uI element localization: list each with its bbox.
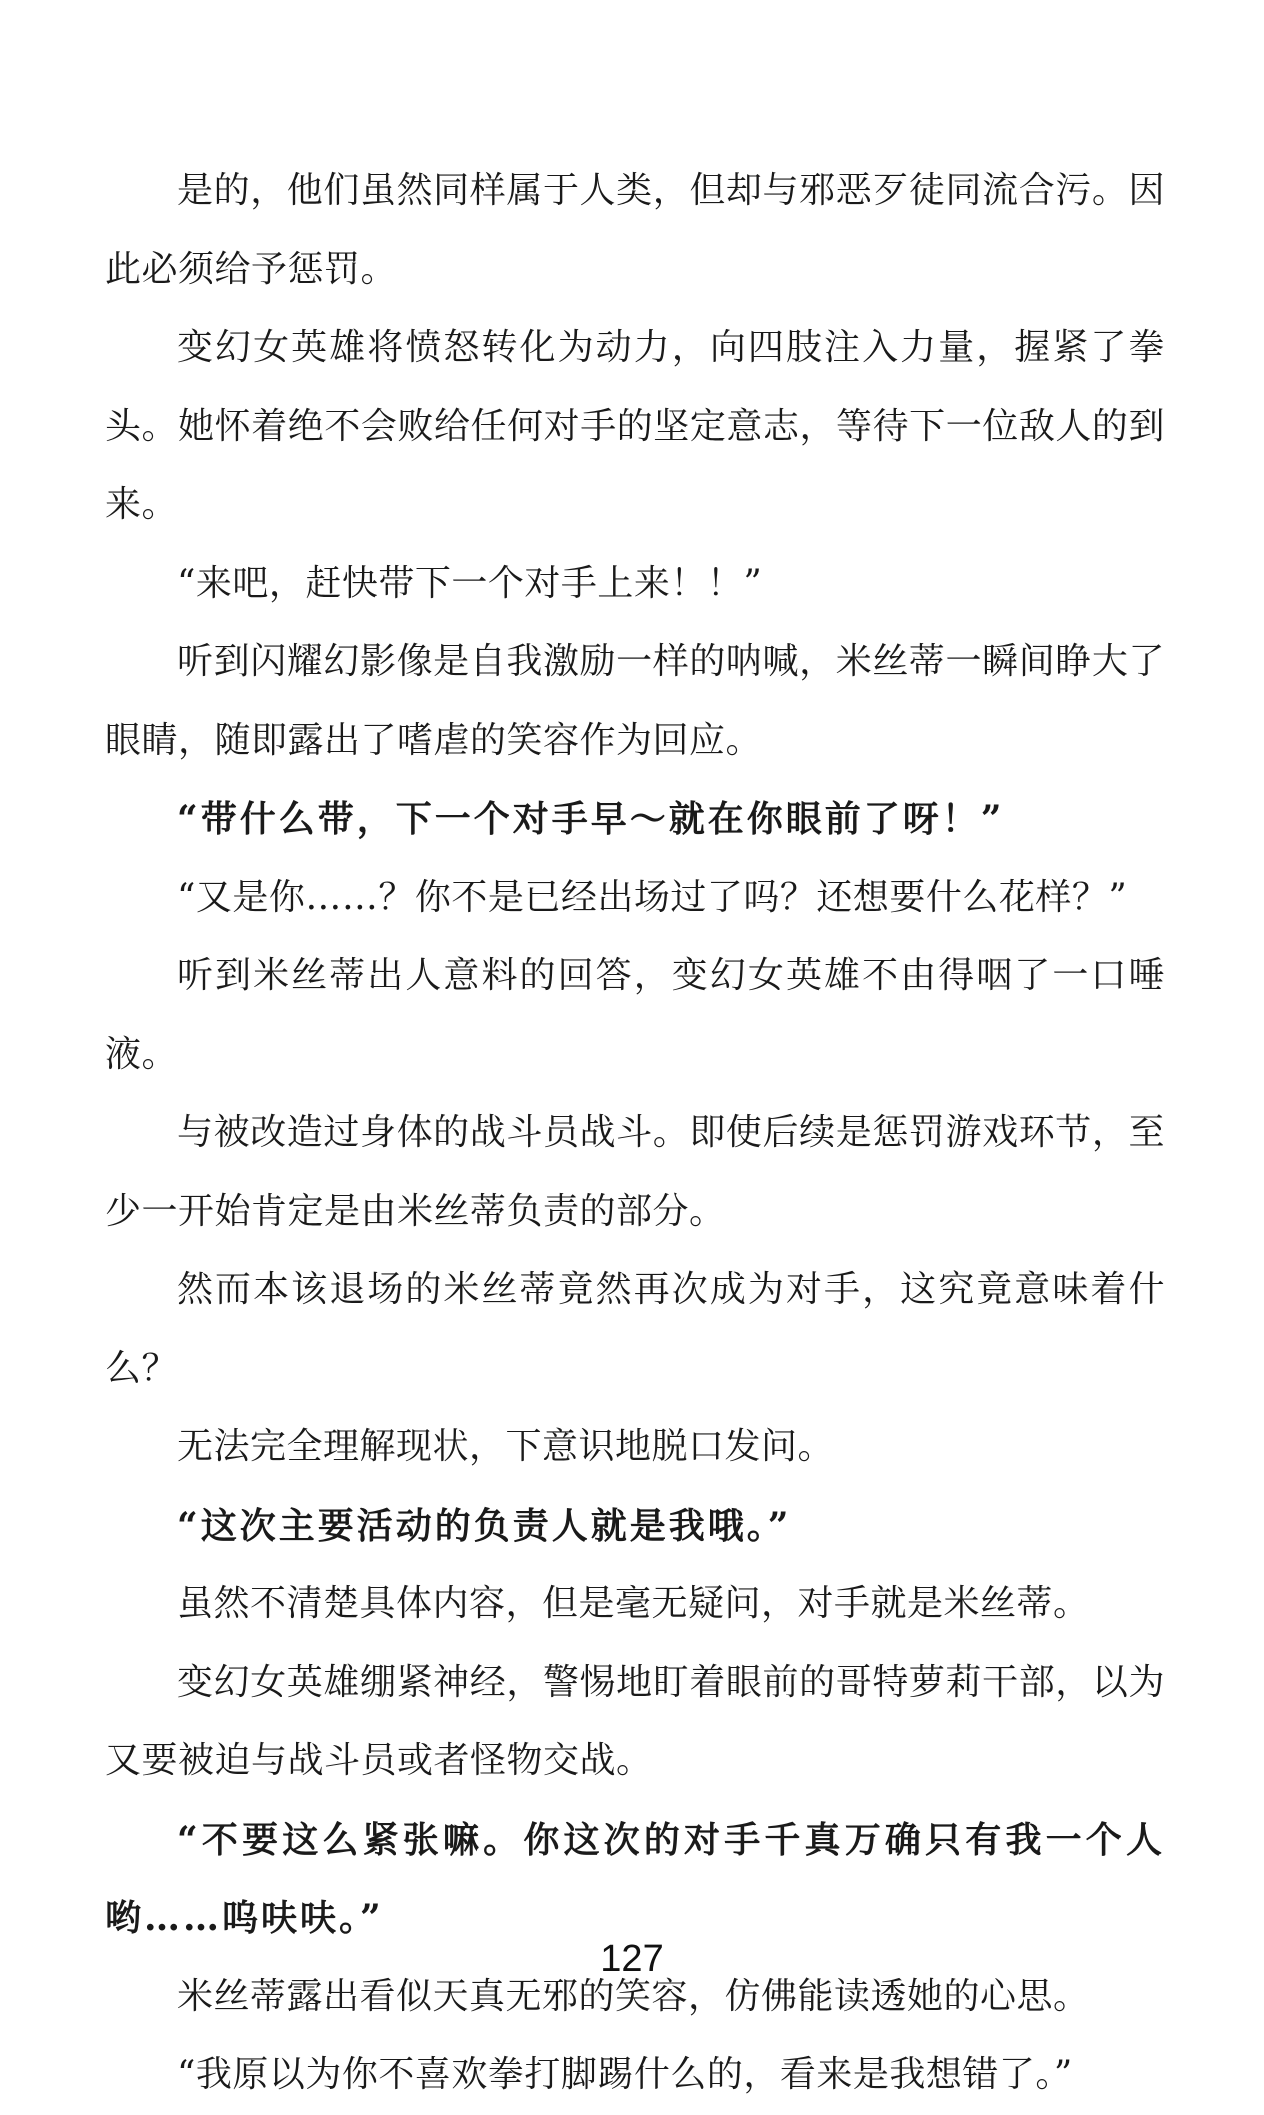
paragraph-5-dialogue: “带什么带，下一个对手早～就在你眼前了呀！” (177, 798, 1005, 840)
paragraph-14-dialogue: “不要这么紧张嘛。你这次的对手千真万确只有我一个人哟……呜呋呋。” (105, 1818, 1165, 1939)
page-number: 127 (600, 1938, 664, 1980)
paragraph-15: 米丝蒂露出看似天真无邪的笑容，仿佛能读透她的心思。 (177, 1975, 1090, 2017)
paragraph-4: 听到闪耀幻影像是自我激励一样的呐喊，米丝蒂一瞬间睁大了眼睛，随即露出了嗜虐的笑容作为回应。 (105, 641, 1165, 761)
paragraph-12: 虽然不清楚具体内容，但是毫无疑问，对手就是米丝蒂。 (177, 1583, 1090, 1624)
body-text (105, 152, 1165, 2115)
paragraph-8: 与被改造过身体的战斗员战斗。即使后续是惩罚游戏环节，至少一开始肯定是由米丝蒂负责的部分。 (105, 1112, 1165, 1232)
paragraph-1: 是的，他们虽然同样属于人类，但却与邪恶歹徒同流合污。因此必须给予惩罚。 (105, 170, 1165, 290)
paragraph-10: 无法完全理解现状，下意识地脱口发问。 (177, 1426, 835, 1467)
paragraph-2: 变幻女英雄将愤怒转化为动力，向四肢注入力量，握紧了拳头。她怀着绝不会败给任何对手的坚定意志，等待下一位敌人的到来。 (105, 327, 1165, 525)
paragraph-11-dialogue: “这次主要活动的负责人就是我哦。” (177, 1504, 792, 1547)
paragraph-9: 然而本该退场的米丝蒂竟然再次成为对手，这究竟意味着什么？ (105, 1269, 1165, 1389)
paragraph-6: “又是你……？你不是已经出场过了吗？还想要什么花样？” (177, 876, 1128, 918)
paragraph-7: 听到米丝蒂出人意料的回答，变幻女英雄不由得咽了一口唾液。 (105, 955, 1165, 1075)
paragraph-13: 变幻女英雄绷紧神经，警惕地盯着眼前的哥特萝莉干部，以为又要被迫与战斗员或者怪物交战。 (105, 1661, 1165, 1781)
paragraph-3: “来吧，赶快带下一个对手上来！！” (177, 562, 763, 604)
paragraph-16: “我原以为你不喜欢拳打脚踢什么的，看来是我想错了。” (177, 2054, 1073, 2095)
